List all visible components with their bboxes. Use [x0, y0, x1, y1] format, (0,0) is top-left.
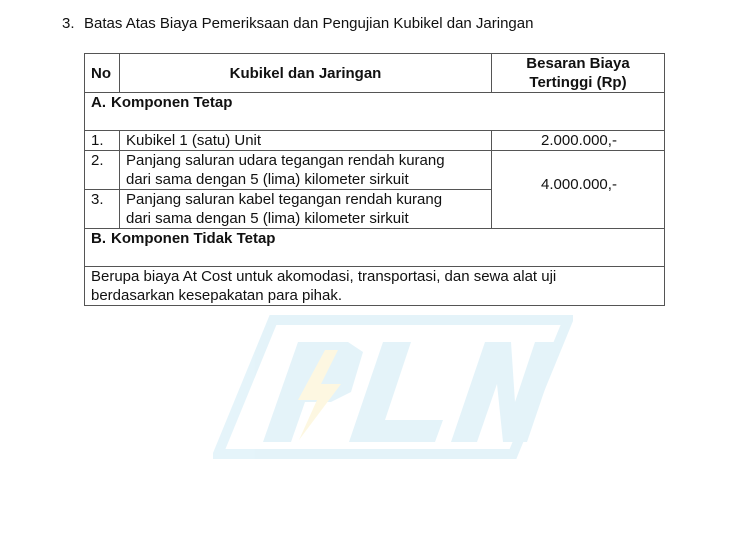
- row-2-item-line2: dari sama dengan 5 (lima) kilometer sirkuit: [126, 171, 409, 188]
- row-2-item: [120, 151, 492, 190]
- section-a-letter: A.: [91, 94, 106, 111]
- heading-title: Batas Atas Biaya Pemeriksaan dan Pengujian Kubikel dan Jaringan: [84, 15, 534, 32]
- table-header-row: [85, 54, 665, 93]
- row-2-3-amount: 4.000.000,-: [492, 151, 665, 229]
- section-a-label: [85, 93, 665, 131]
- section-b-title: Komponen Tidak Tetap: [111, 230, 276, 247]
- row-3-item: [120, 190, 492, 229]
- note-line1: Berupa biaya At Cost untuk akomodasi, transportasi, dan sewa alat uji: [91, 268, 557, 285]
- row-2-no: 2.: [85, 151, 120, 190]
- fee-table: [84, 53, 665, 306]
- pln-logo-watermark: [213, 312, 573, 462]
- note-row: [85, 267, 665, 306]
- header-no: No: [85, 54, 120, 93]
- heading-number: 3.: [62, 15, 75, 32]
- header-cost-line1: Besaran Biaya: [526, 55, 630, 72]
- row-3-item-line2: dari sama dengan 5 (lima) kilometer sirkuit: [126, 210, 409, 227]
- row-3-no: 3.: [85, 190, 120, 229]
- row-1-item: [120, 131, 492, 151]
- section-b-letter: B.: [91, 230, 106, 247]
- row-1-no: 1.: [85, 131, 120, 151]
- table-row: [85, 151, 665, 190]
- header-cost-line2: Tertinggi (Rp): [529, 74, 627, 91]
- section-b-label: [85, 229, 665, 267]
- section-heading: [62, 15, 533, 33]
- table-row: [85, 131, 665, 151]
- row-1-item-line1: Kubikel 1 (satu) Unit: [126, 132, 262, 149]
- section-a-row: [85, 93, 665, 131]
- header-cost: [492, 54, 665, 93]
- note-cell: [85, 267, 665, 306]
- row-2-item-line1: Panjang saluran udara tegangan rendah kurang: [126, 152, 445, 169]
- section-a-title: Komponen Tetap: [111, 94, 233, 111]
- section-b-row: [85, 229, 665, 267]
- header-item: Kubikel dan Jaringan: [120, 54, 492, 93]
- note-line2: berdasarkan kesepakatan para pihak.: [91, 287, 343, 304]
- row-3-item-line1: Panjang saluran kabel tegangan rendah kurang: [126, 191, 443, 208]
- watermark-text: PLN: [213, 312, 215, 313]
- row-1-amount: 2.000.000,-: [492, 131, 665, 151]
